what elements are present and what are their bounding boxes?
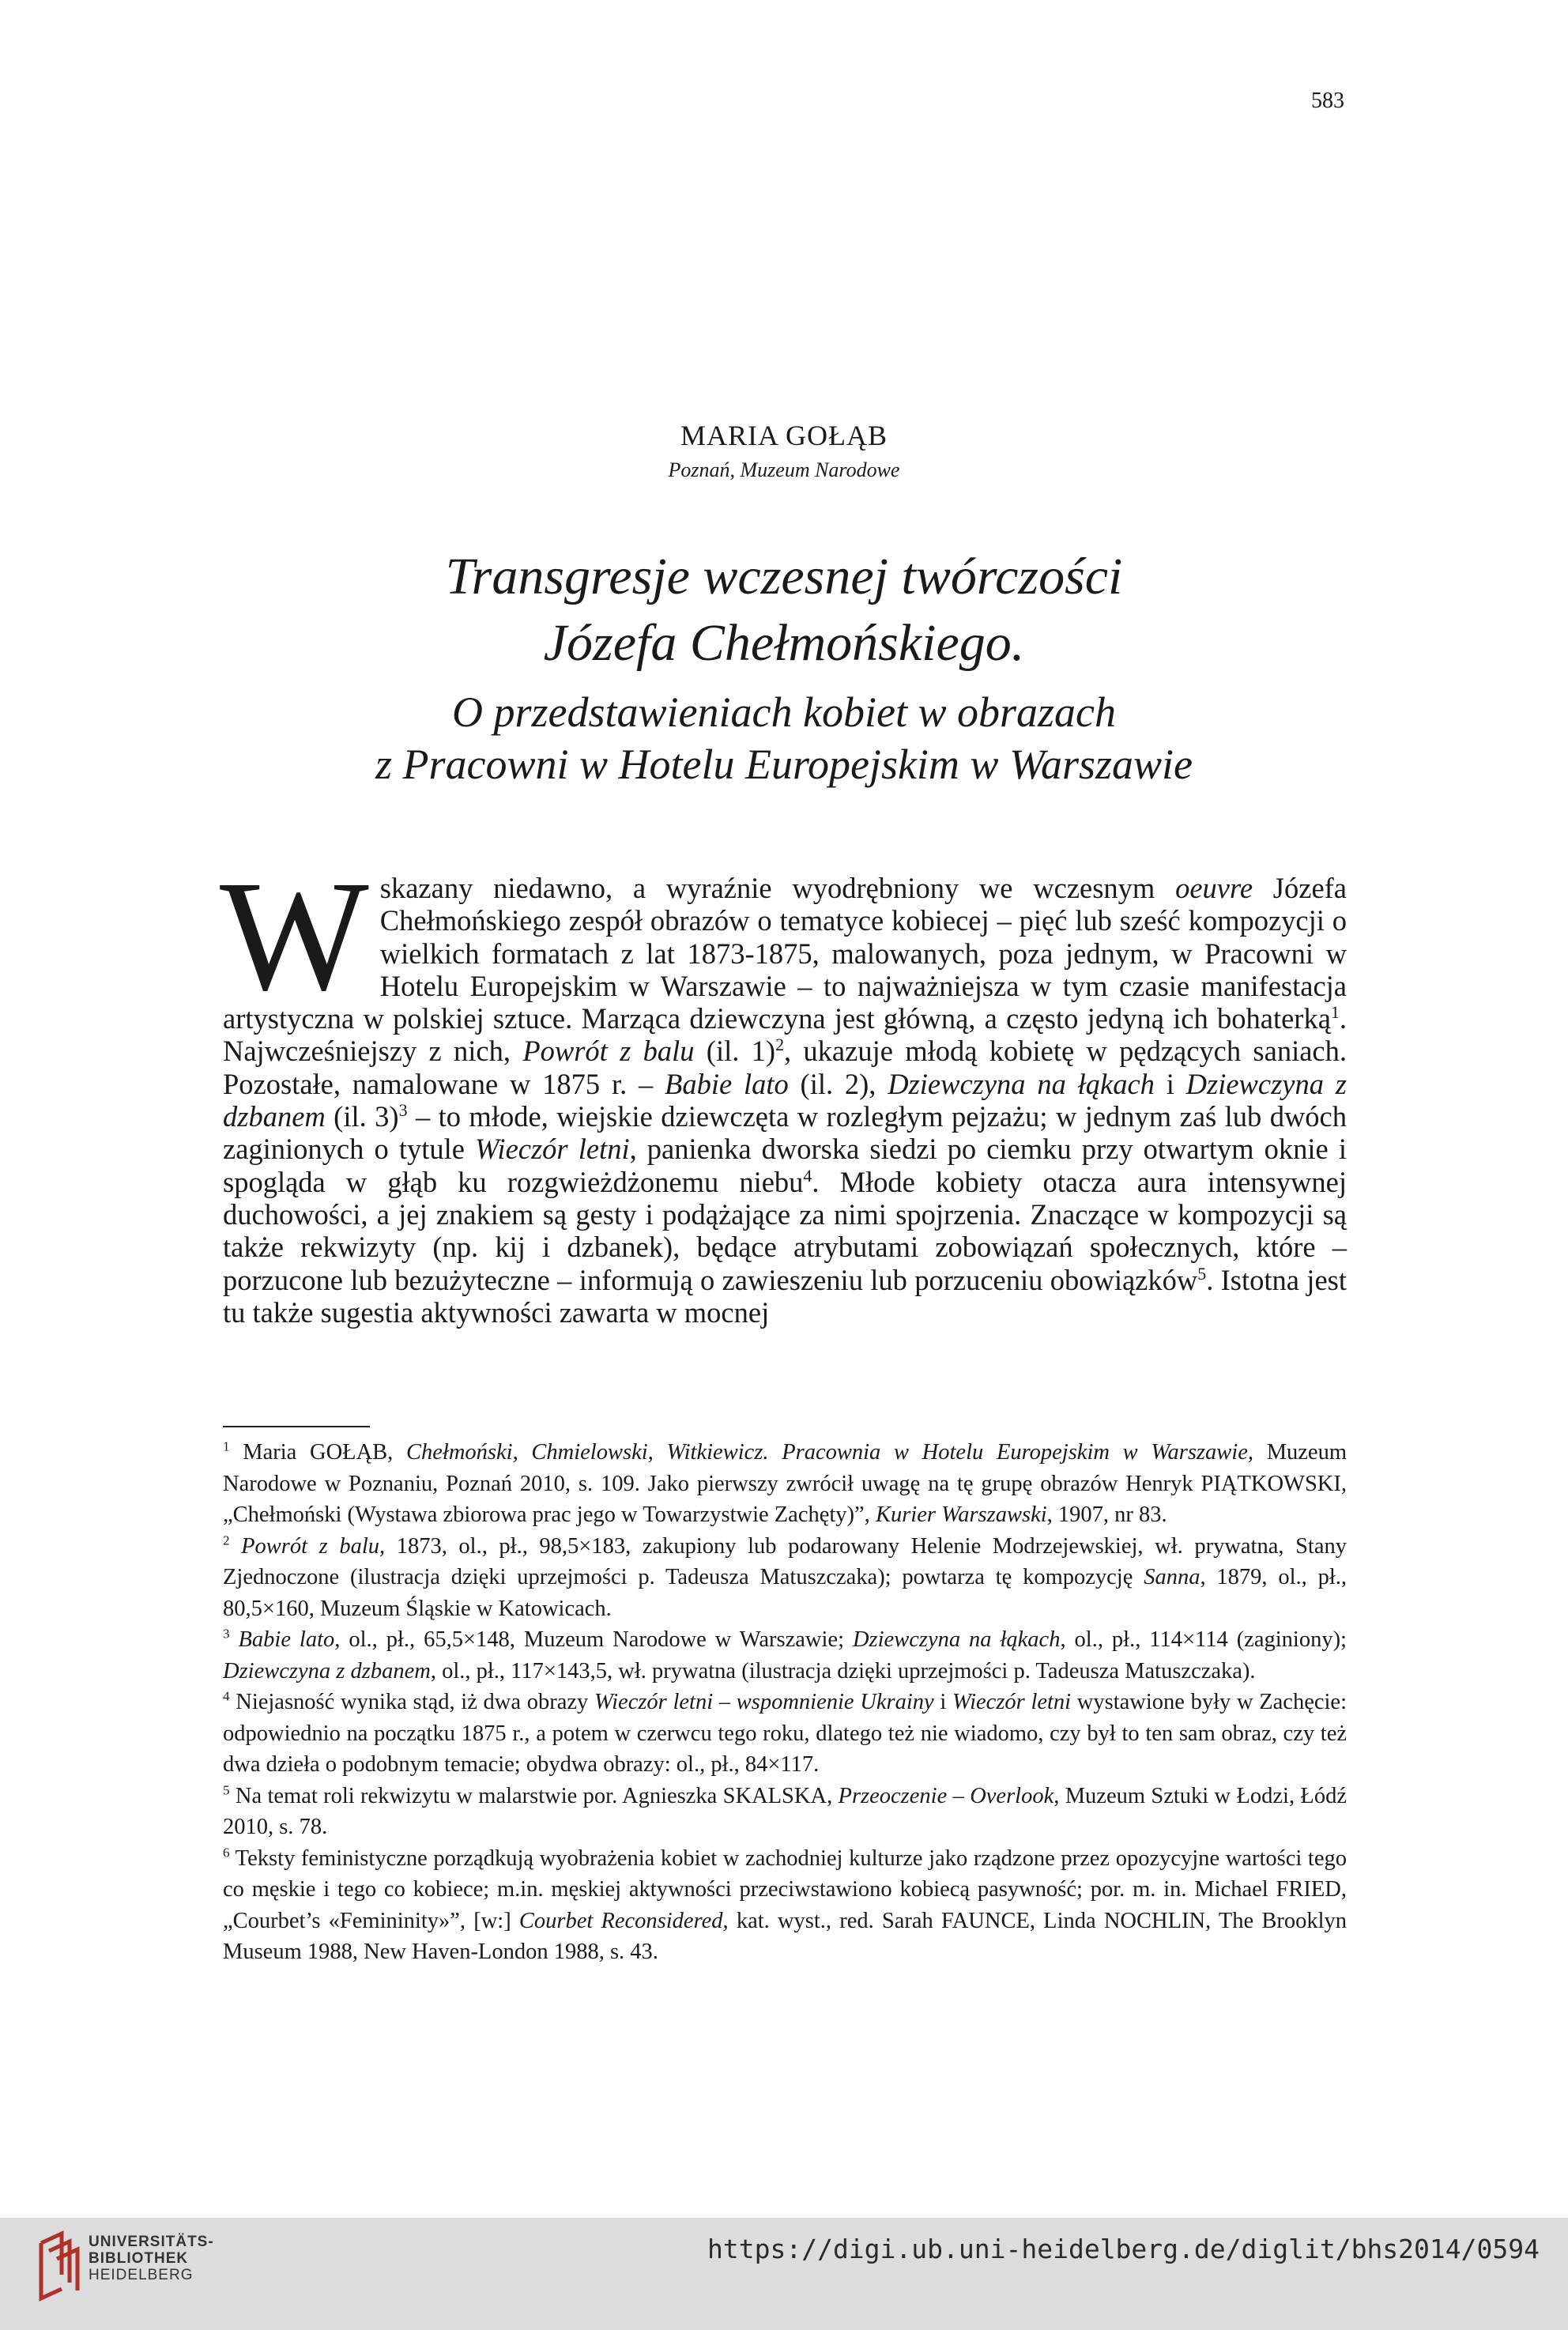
article-subtitle — [0, 686, 1568, 790]
subtitle-line: z Pracowni w Hotelu Europejskim w Warszawie — [375, 741, 1193, 788]
library-logo-icon — [35, 2227, 82, 2306]
drop-cap: W — [220, 849, 369, 1024]
footnote-1: $^1$ Maria GOŁĄB, Chełmoński, Chmielowski, Witkiewicz. Pracownia w Hotelu Europejskim w Warszawie, Muzeum Narodowe w Poznaniu, Poznań 2010, s. 109. Jako pierwszy zwrócił uwagę na tę grupę obrazów Henryk PIĄTKOWSKI, „Chełmoński (Wystawa zbiorowa prac jego w Towarzystwie Zachęty)”, Kurier Warszawski, 1907, nr 83. — [223, 1438, 1347, 1527]
footnote-ref: 4 — [803, 1165, 812, 1186]
footnote-3: $^3$ Babie lato, ol., pł., 65,5×148, Muzeum Narodowe w Warszawie; Dziewczyna na łąkach, ol., pł., 114×114 (zaginiony); Dziewczyna z dzbanem, ol., pł., 117×143,5, wł. prywatna (ilustracja dzięki uprzejmości p. Tadeusza Matuszczaka). — [223, 1626, 1347, 1683]
subtitle-line: O przedstawieniach kobiet w obrazach — [452, 688, 1116, 736]
footnotes — [223, 1437, 1347, 1968]
footnote-ref: 3 — [398, 1099, 408, 1120]
source-url-link[interactable]: https://digi.ub.uni-heidelberg.de/diglit/bhs2014/0594 — [707, 2234, 1540, 2264]
footnote-ref: 2 — [775, 1035, 785, 1055]
author-name: MARIA GOŁĄB — [680, 420, 888, 451]
footnote-6: $^6$ Teksty feministyczne porządkują wyobrażenia kobiet w zachodniej kulturze jako rządzone przez opozycyjne wartości tego co męskie i tego co kobiece; m.in. męskiej aktywności przeciwstawiono kobiecą pasywność; por. m. in. Michael FRIED, „Courbet’s «Femininity»”, [w:] Courbet Reconsidered, kat. wyst., red. Sarah FAUNCE, Linda NOCHLIN, The Brooklyn Museum 1988, New Haven-London 1988, s. 43. — [223, 1845, 1348, 1964]
footnote-ref: 5 — [1197, 1263, 1207, 1284]
author-affiliation: Poznań, Muzeum Narodowe — [668, 458, 900, 481]
body-paragraph: Wskazany niedawno, a wyraźnie wyodrębniony we wczesnym oeuvre Józefa Chełmońskiego zespół obrazów o tematyce kobiecej – pięć lub sześć kompozycji o wielkich formatach z lat 1873-1875, malowanych, poza jednym, w Pracowni w Hotelu Europejskim w Warszawie – to najważniejsza w tym czasie manifestacja artystyczna w polskiej sztuce. Marząca dziewczyna jest główną, a często jedyną ich bohaterką$^1$. Najwcześniejszy z nich, Powrót z balu (il. 1)$^2$, ukazuje młodą kobietę w pędzących saniach. Pozostałe, namalowane w 1875 r. – Babie lato (il. 2), Dziewczyna na łąkach i Dziewczyna z dzbanem (il. 3)$^3$ – to młode, wiejskie dziewczęta w rozległym pejzażu; w jednym zaś lub dwóch zaginionych o tytule Wieczór letni, panienka dworska siedzi po ciemku przy otwartym oknie i spogląda w głąb ku rozgwieżdżonemu niebu$^4$. Młode kobiety otacza aura intensywnej duchowości, a jej znakiem są gesty i podążające za nimi spojrzenia. Znaczące w kompozycji są także rekwizyty (np. kij i dzbanek), będące atrybutami zobowiązań społecznych, które – porzucone lub bezużyteczne – informują o zawieszeniu lub porzuceniu obowiązków$^5$. Istotna jest tu także sugestia aktywności zawarta w mocnej — [220, 849, 1348, 1329]
footnote-5: $^5$ Na temat roli rekwizytu w malarstwie por. Agnieszka SKALSKA, Przeoczenie – Overlook, Muzeum Sztuki w Łodzi, Łódź 2010, s. 78. — [223, 1782, 1347, 1839]
title-line: Józefa Chełmońskiego. — [543, 614, 1025, 672]
footnote-ref: 1 — [1330, 1002, 1340, 1023]
footnote-2: $^2$ Powrót z balu, 1873, ol., pł., 98,5×183, zakupiony lub podarowany Helenie Modrzejewskiej, wł. prywatna, Stany Zjednoczone (ilustracja dzięki uprzejmości p. Tadeusza Matuszczaka); powtarza tę kompozycję Sanna, 1879, ol., pł., 80,5×160, Muzeum Śląskie w Katowicach. — [223, 1533, 1348, 1621]
library-name: UNIVERSITÄTS- BIBLIOTHEK HEIDELBERG — [89, 2234, 214, 2283]
article-title — [0, 544, 1568, 677]
footnote-divider — [223, 1426, 370, 1427]
page-number: 583 — [1311, 89, 1344, 113]
title-line: Transgresje wczesnej twórczości — [445, 548, 1123, 605]
footnote-4: $^4$ Niejasność wynika stąd, iż dwa obrazy Wieczór letni – wspomnienie Ukrainy i Wieczór letni wystawione były w Zachęcie: odpowiednio na początku 1875 r., a potem w czerwcu tego roku, dlatego też nie wiadomo, czy był to ten sam obraz, czy też dwa dzieła o podobnym temacie; obydwa obrazy: ol., pł., 84×117. — [223, 1688, 1347, 1777]
